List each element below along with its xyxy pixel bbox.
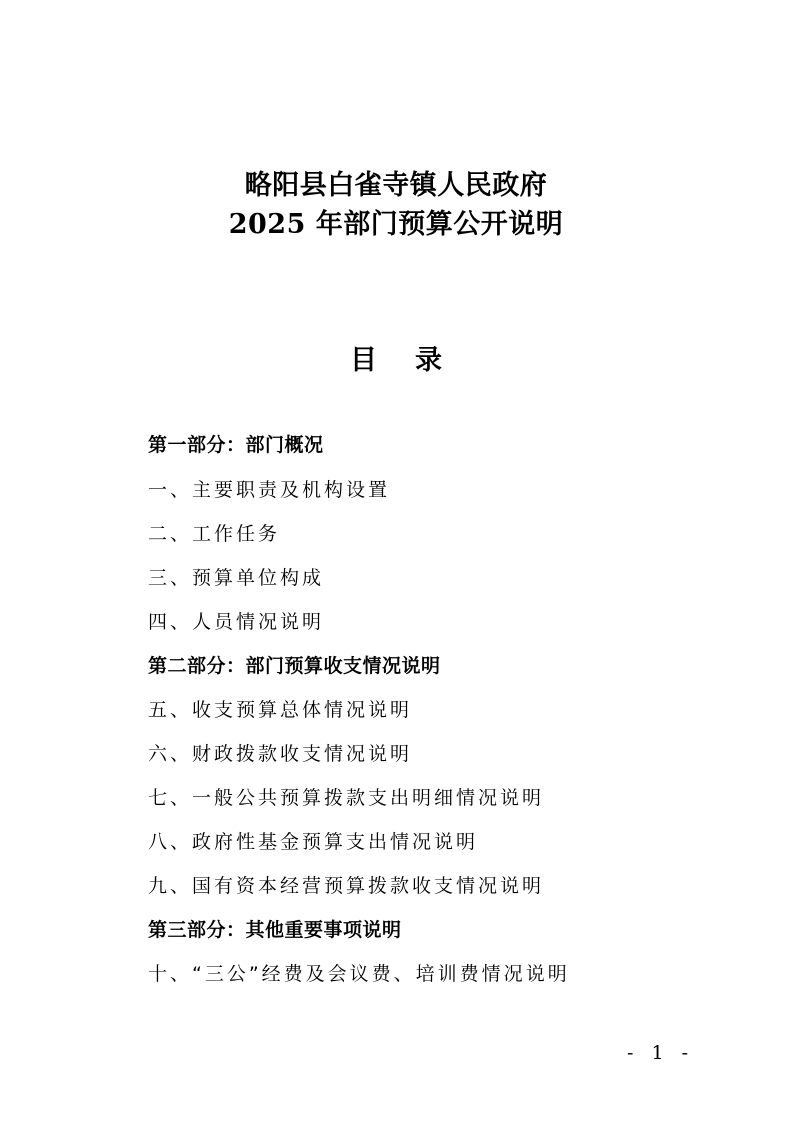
document-title-line-2: 2025 年部门预算公开说明 <box>228 209 564 240</box>
toc-item-9: 九、国有资本经营预算拨款收支情况说明 <box>148 875 545 897</box>
toc-part-3: 第三部分：其他重要事项说明 <box>148 919 402 941</box>
toc-item-7: 七、一般公共预算拨款支出明细情况说明 <box>148 787 545 809</box>
toc-item-2: 二、工作任务 <box>148 523 281 545</box>
toc-part-2: 第二部分：部门预算收支情况说明 <box>148 655 441 677</box>
document-title-line-1: 略阳县白雀寺镇人民政府 <box>244 170 548 201</box>
toc-item-4: 四、人员情况说明 <box>148 611 325 633</box>
page-number: - 1 - <box>626 1042 694 1064</box>
toc-item-6: 六、财政拨款收支情况说明 <box>148 743 413 765</box>
toc-item-3: 三、预算单位构成 <box>148 567 325 589</box>
toc-item-10: 十、“三公”经费及会议费、培训费情况说明 <box>148 963 570 985</box>
toc-item-5: 五、收支预算总体情况说明 <box>148 699 413 721</box>
toc-heading: 目录 <box>350 345 480 376</box>
toc-item-8: 八、政府性基金预算支出情况说明 <box>148 831 479 853</box>
toc-item-1: 一、主要职责及机构设置 <box>148 479 391 501</box>
toc-part-1: 第一部分：部门概况 <box>148 434 324 456</box>
